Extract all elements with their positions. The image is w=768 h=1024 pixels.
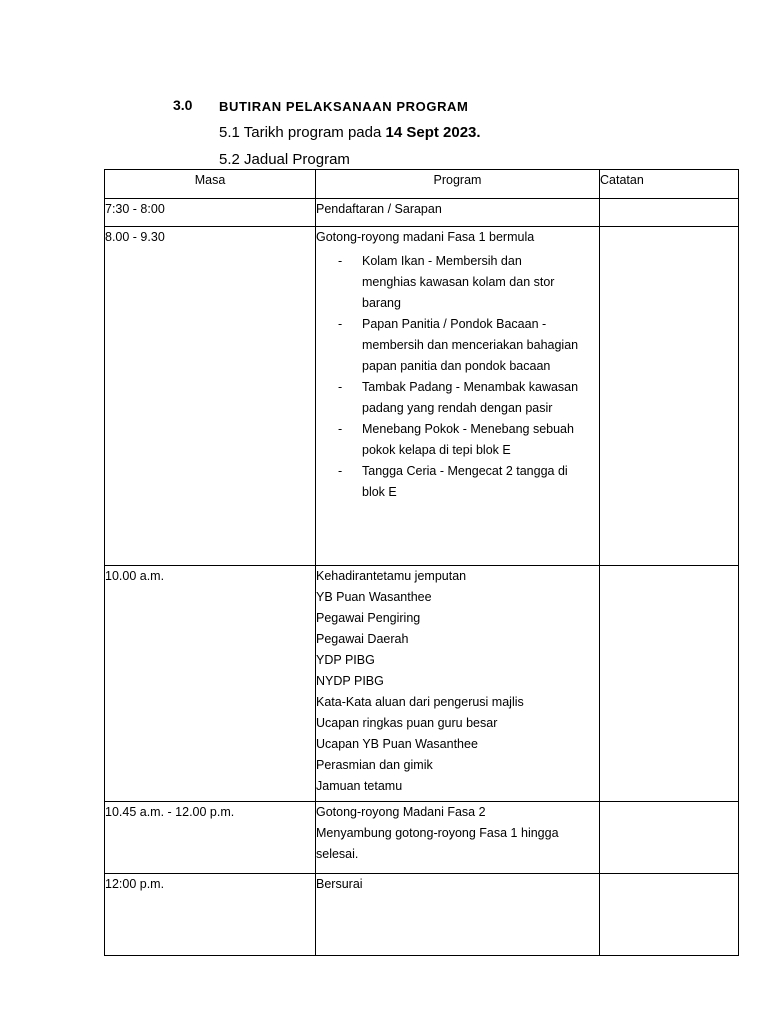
cell-masa: 8.00 - 9.30 — [105, 227, 316, 566]
cell-program — [316, 227, 600, 566]
table-row — [105, 874, 739, 956]
program-date-line — [219, 124, 481, 141]
program-line: Gotong-royong madani Fasa 1 bermula — [316, 230, 535, 244]
table-row — [105, 566, 739, 802]
program-line: YDP PIBG — [316, 653, 375, 667]
activity-item: - Menebang Pokok - Menebang sebuah pokok kelapa di tepi blok E — [316, 419, 599, 461]
program-line: Pegawai Pengiring — [316, 611, 421, 625]
table-row — [105, 802, 739, 874]
cell-catatan — [600, 802, 739, 874]
cell-program — [316, 566, 600, 802]
program-line: Perasmian dan gimik — [316, 758, 433, 772]
activity-item: - Kolam Ikan - Membersih dan menghias kawasan kolam dan stor barang — [316, 251, 599, 314]
schedule-table — [104, 169, 739, 956]
header-program: Program — [316, 170, 600, 199]
section-number: 3.0 — [173, 97, 193, 113]
program-line: Ucapan YB Puan Wasanthee — [316, 737, 478, 751]
activity-item: - Tambak Padang - Menambak kawasan padang yang rendah dengan pasir — [316, 377, 599, 419]
activity-item: - Papan Panitia / Pondok Bacaan - membersih dan menceriakan bahagian papan panitia dan pondok bacaan — [316, 314, 599, 377]
cell-masa: 10.45 a.m. - 12.00 p.m. — [105, 802, 316, 874]
program-line: YB Puan Wasanthee — [316, 590, 432, 604]
table-header-row — [105, 170, 739, 199]
header-catatan: Catatan — [600, 170, 739, 199]
program-line: Gotong-royong Madani Fasa 2 — [316, 805, 486, 819]
program-line: NYDP PIBG — [316, 674, 384, 688]
cell-catatan — [600, 874, 739, 956]
section-title: BUTIRAN PELAKSANAAN PROGRAM — [219, 99, 469, 114]
cell-masa: 12:00 p.m. — [105, 874, 316, 956]
program-line: Pendaftaran / Sarapan — [316, 202, 442, 216]
cell-program — [316, 199, 600, 227]
cell-catatan — [600, 199, 739, 227]
table-row — [105, 199, 739, 227]
activity-item: - Tangga Ceria - Mengecat 2 tangga di blok E — [316, 461, 599, 503]
cell-masa: 7:30 - 8:00 — [105, 199, 316, 227]
table-row — [105, 227, 739, 566]
program-line: Menyambung gotong-royong Fasa 1 hingga selesai. — [316, 826, 559, 861]
program-line: Ucapan ringkas puan guru besar — [316, 716, 498, 730]
program-line: Jamuan tetamu — [316, 779, 403, 793]
program-line: Kata-Kata aluan dari pengerusi majlis — [316, 695, 524, 709]
cell-catatan — [600, 227, 739, 566]
cell-masa: 10.00 a.m. — [105, 566, 316, 802]
schedule-heading: 5.2 Jadual Program — [219, 151, 350, 168]
program-line: Bersurai — [316, 877, 363, 891]
activity-list — [316, 251, 599, 503]
program-line: Pegawai Daerah — [316, 632, 409, 646]
header-masa: Masa — [105, 170, 316, 199]
program-date-label: 5.1 Tarikh program pada — [219, 124, 382, 141]
cell-program — [316, 802, 600, 874]
program-line: Kehadirantetamu jemputan — [316, 569, 467, 583]
cell-program — [316, 874, 600, 956]
program-date-value: 14 Sept 2023. — [385, 124, 481, 141]
cell-catatan — [600, 566, 739, 802]
